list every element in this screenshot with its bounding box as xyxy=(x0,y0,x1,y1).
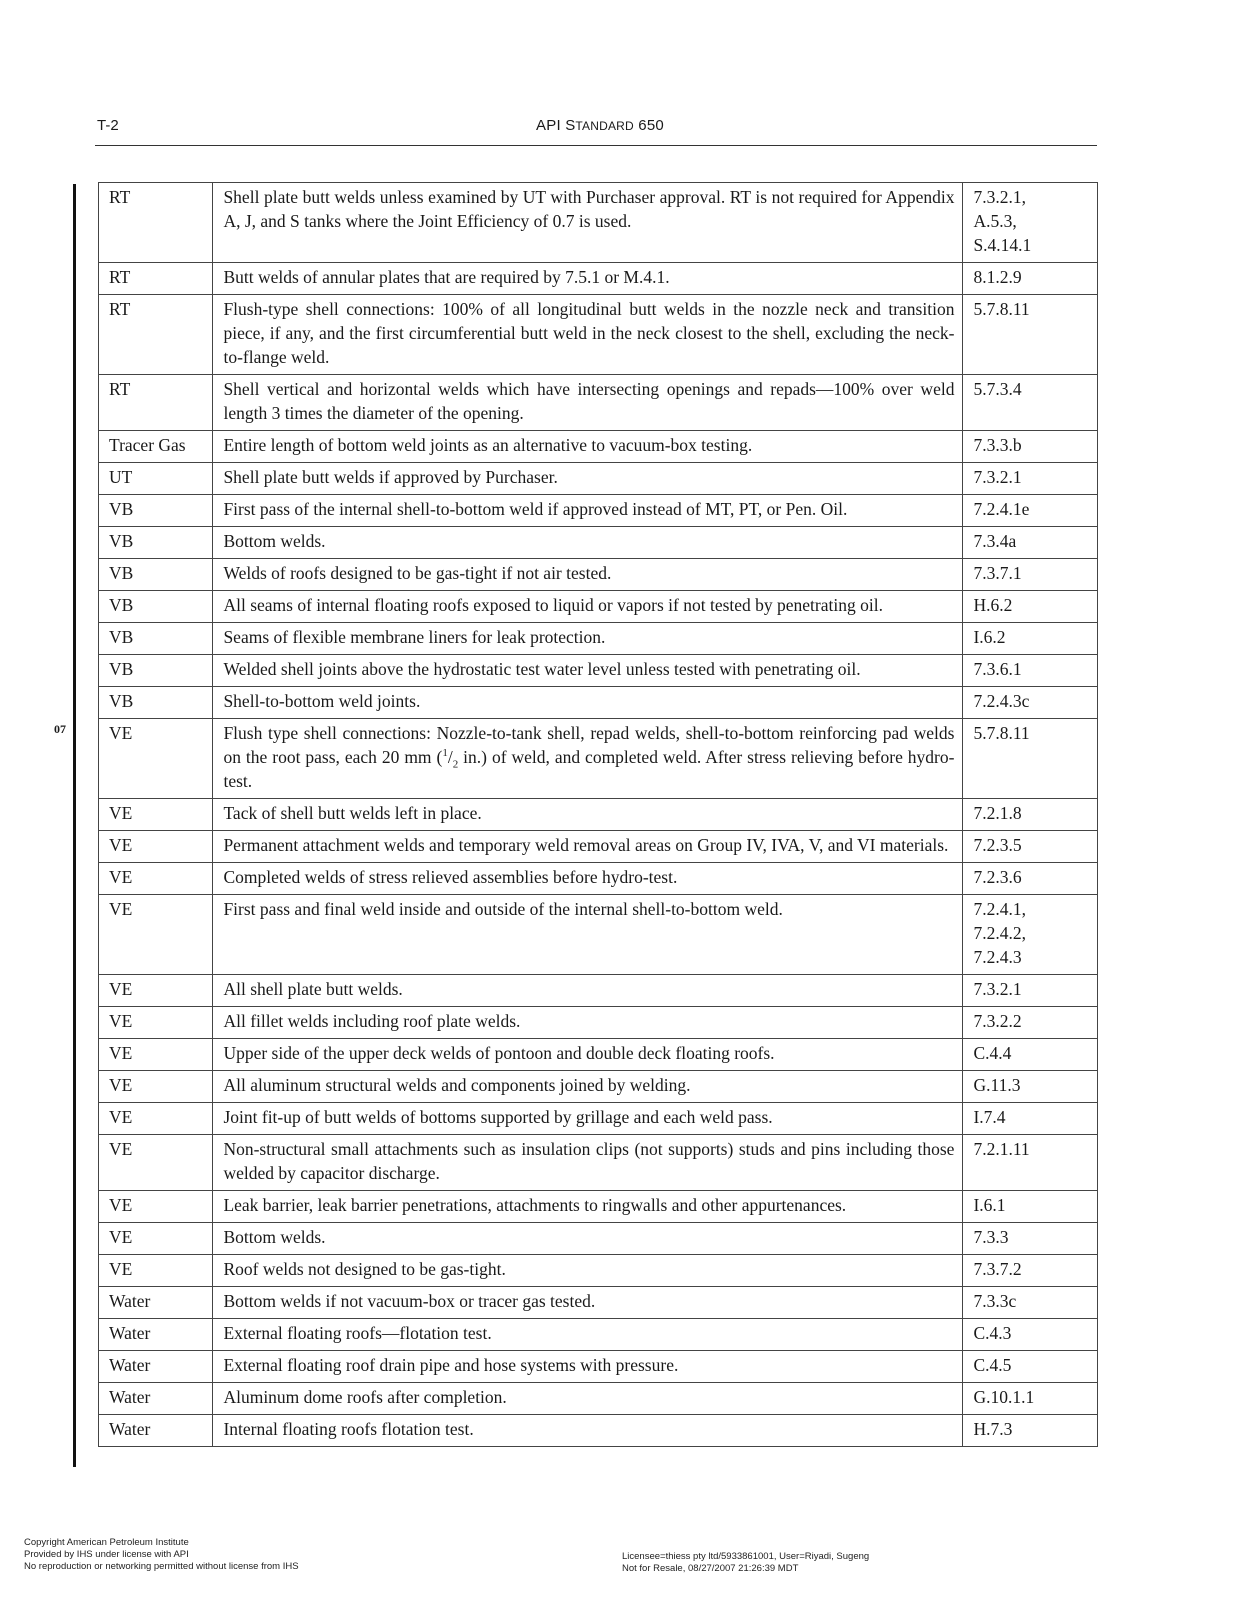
table-row xyxy=(99,799,1098,831)
table-row xyxy=(99,1255,1098,1287)
table-row xyxy=(99,495,1098,527)
table-row xyxy=(99,1383,1098,1415)
reference-cell: 7.2.3.5 xyxy=(963,831,1098,863)
description-cell: External floating roof drain pipe and hose systems with pressure. xyxy=(213,1351,963,1383)
method-cell: UT xyxy=(99,463,213,495)
reference-cell: 7.2.4.1e xyxy=(963,495,1098,527)
table-row xyxy=(99,623,1098,655)
table-row xyxy=(99,895,1098,975)
reference-cell: H.6.2 xyxy=(963,591,1098,623)
description-cell: Upper side of the upper deck welds of pontoon and double deck floating roofs. xyxy=(213,1039,963,1071)
table-row xyxy=(99,375,1098,431)
description-cell: Entire length of bottom weld joints as an alternative to vacuum-box testing. xyxy=(213,431,963,463)
description-cell: Completed welds of stress relieved assemblies before hydro-test. xyxy=(213,863,963,895)
description-cell: Bottom welds. xyxy=(213,1223,963,1255)
table-row xyxy=(99,1039,1098,1071)
running-header xyxy=(0,117,1200,134)
reference-cell: 7.3.3 xyxy=(963,1223,1098,1255)
table-row xyxy=(99,1103,1098,1135)
reference-line: 7.2.4.2, xyxy=(973,923,1026,943)
header-standard-smallcaps: TANDARD xyxy=(575,119,634,133)
reference-cell: 5.7.8.11 xyxy=(963,295,1098,375)
header-standard-prefix: API S xyxy=(536,117,576,134)
inspection-table xyxy=(98,182,1098,1447)
method-cell: VB xyxy=(99,591,213,623)
method-cell: VE xyxy=(99,831,213,863)
table-row xyxy=(99,591,1098,623)
table-row xyxy=(99,1287,1098,1319)
table-row xyxy=(99,1415,1098,1447)
method-cell: VB xyxy=(99,655,213,687)
method-cell: VE xyxy=(99,1071,213,1103)
description-cell: Seams of flexible membrane liners for leak protection. xyxy=(213,623,963,655)
table-row xyxy=(99,1351,1098,1383)
table-row xyxy=(99,863,1098,895)
description-cell: Bottom welds if not vacuum-box or tracer gas tested. xyxy=(213,1287,963,1319)
footer-line: Provided by IHS under license with API xyxy=(24,1549,189,1560)
footer-line: Licensee=thiess pty ltd/5933861001, User=Riyadi, Sugeng xyxy=(622,1551,870,1562)
description-cell: Leak barrier, leak barrier penetrations, attachments to ringwalls and other appurtenances. xyxy=(213,1191,963,1223)
reference-cell: G.11.3 xyxy=(963,1071,1098,1103)
reference-cell: 5.7.8.11 xyxy=(963,719,1098,799)
method-cell: VE xyxy=(99,863,213,895)
table-row xyxy=(99,463,1098,495)
method-cell: VE xyxy=(99,975,213,1007)
description-cell: Flush-type shell connections: 100% of all longitudinal butt welds in the nozzle neck and transition piece, if any, and the first circumferential butt weld in the neck closest to the shell, excluding the neck-to-flange weld. xyxy=(213,295,963,375)
reference-cell: 7.3.2.2 xyxy=(963,1007,1098,1039)
table-row xyxy=(99,687,1098,719)
reference-cell: 7.3.6.1 xyxy=(963,655,1098,687)
method-cell: RT xyxy=(99,375,213,431)
description-cell: All shell plate butt welds. xyxy=(213,975,963,1007)
description-cell: Tack of shell butt welds left in place. xyxy=(213,799,963,831)
reference-line: S.4.14.1 xyxy=(973,235,1032,255)
method-cell: VE xyxy=(99,1135,213,1191)
method-cell: VE xyxy=(99,1103,213,1135)
reference-cell: H.7.3 xyxy=(963,1415,1098,1447)
description-cell: First pass of the internal shell-to-bottom weld if approved instead of MT, PT, or Pen. Oil. xyxy=(213,495,963,527)
description-cell: All aluminum structural welds and components joined by welding. xyxy=(213,1071,963,1103)
method-cell: VB xyxy=(99,687,213,719)
description-cell: All seams of internal floating roofs exposed to liquid or vapors if not tested by penetrating oil. xyxy=(213,591,963,623)
description-cell: Shell plate butt welds if approved by Purchaser. xyxy=(213,463,963,495)
reference-cell: 7.2.1.11 xyxy=(963,1135,1098,1191)
table-row xyxy=(99,527,1098,559)
reference-cell: I.7.4 xyxy=(963,1103,1098,1135)
reference-cell: 8.1.2.9 xyxy=(963,263,1098,295)
table-row xyxy=(99,431,1098,463)
table-row xyxy=(99,1071,1098,1103)
description-cell: Shell plate butt welds unless examined by UT with Purchaser approval. RT is not required for Appendix A, J, and S tanks where the Joint Efficiency of 0.7 is used. xyxy=(213,183,963,263)
description-cell: Shell vertical and horizontal welds which have intersecting openings and repads—100% over weld length 3 times the diameter of the opening. xyxy=(213,375,963,431)
reference-cell: C.4.3 xyxy=(963,1319,1098,1351)
reference-cell: 7.3.7.1 xyxy=(963,559,1098,591)
method-cell: RT xyxy=(99,263,213,295)
method-cell: VE xyxy=(99,719,213,799)
change-marker: 07 xyxy=(54,722,66,736)
description-cell: First pass and final weld inside and outside of the internal shell-to-bottom weld. xyxy=(213,895,963,975)
footer-line: Not for Resale, 08/27/2007 21:26:39 MDT xyxy=(622,1563,799,1574)
table-row xyxy=(99,183,1098,263)
table-row xyxy=(99,1223,1098,1255)
method-cell: VE xyxy=(99,1255,213,1287)
table-row xyxy=(99,1007,1098,1039)
description-cell: Joint fit-up of butt welds of bottoms supported by grillage and each weld pass. xyxy=(213,1103,963,1135)
reference-cell xyxy=(963,895,1098,975)
table-row xyxy=(99,719,1098,799)
reference-cell: 7.3.3c xyxy=(963,1287,1098,1319)
reference-cell: 7.3.3.b xyxy=(963,431,1098,463)
header-rule xyxy=(95,145,1097,146)
reference-cell: C.4.4 xyxy=(963,1039,1098,1071)
method-cell: VE xyxy=(99,1007,213,1039)
table-row xyxy=(99,1191,1098,1223)
reference-cell: 7.2.3.6 xyxy=(963,863,1098,895)
reference-cell: 7.3.2.1 xyxy=(963,463,1098,495)
reference-cell xyxy=(963,183,1098,263)
page-number: T-2 xyxy=(97,117,119,134)
footer-copyright xyxy=(24,1537,299,1573)
reference-cell: 5.7.3.4 xyxy=(963,375,1098,431)
description-cell: Butt welds of annular plates that are required by 7.5.1 or M.4.1. xyxy=(213,263,963,295)
method-cell: VB xyxy=(99,623,213,655)
method-cell: VB xyxy=(99,559,213,591)
description-cell: External floating roofs—flotation test. xyxy=(213,1319,963,1351)
method-cell: Water xyxy=(99,1415,213,1447)
reference-cell: 7.3.2.1 xyxy=(963,975,1098,1007)
method-cell: VB xyxy=(99,495,213,527)
footer-line: Copyright American Petroleum Institute xyxy=(24,1537,189,1548)
reference-cell: 7.3.4a xyxy=(963,527,1098,559)
change-bar xyxy=(73,184,76,1467)
table-row xyxy=(99,295,1098,375)
method-cell: Tracer Gas xyxy=(99,431,213,463)
method-cell: Water xyxy=(99,1351,213,1383)
header-standard-number: 650 xyxy=(638,117,664,134)
description-cell: Internal floating roofs flotation test. xyxy=(213,1415,963,1447)
method-cell: VE xyxy=(99,1223,213,1255)
reference-cell: 7.2.4.3c xyxy=(963,687,1098,719)
method-cell: Water xyxy=(99,1383,213,1415)
table-row xyxy=(99,975,1098,1007)
description-cell: Welded shell joints above the hydrostatic test water level unless tested with penetrating oil. xyxy=(213,655,963,687)
description-cell: Roof welds not designed to be gas-tight. xyxy=(213,1255,963,1287)
description-text: Flush type shell connections: Nozzle-to-tank shell, repad welds, shell-to-bottom reinforcing pad welds on the root pass, each 20 mm ( xyxy=(223,723,955,767)
table-row xyxy=(99,263,1098,295)
description-cell: Bottom welds. xyxy=(213,527,963,559)
table-row xyxy=(99,831,1098,863)
description-cell: Shell-to-bottom weld joints. xyxy=(213,687,963,719)
reference-cell: 7.2.1.8 xyxy=(963,799,1098,831)
method-cell: Water xyxy=(99,1287,213,1319)
table-row xyxy=(99,559,1098,591)
method-cell: VE xyxy=(99,1191,213,1223)
method-cell: VE xyxy=(99,799,213,831)
method-cell: Water xyxy=(99,1319,213,1351)
reference-cell: C.4.5 xyxy=(963,1351,1098,1383)
inspection-table-body xyxy=(99,183,1098,1447)
method-cell: RT xyxy=(99,295,213,375)
description-cell: Welds of roofs designed to be gas-tight if not air tested. xyxy=(213,559,963,591)
description-cell: Aluminum dome roofs after completion. xyxy=(213,1383,963,1415)
reference-line: 7.3.2.1, xyxy=(973,187,1026,207)
method-cell: VE xyxy=(99,1039,213,1071)
table-row xyxy=(99,655,1098,687)
method-cell: RT xyxy=(99,183,213,263)
fraction-denominator: 2 xyxy=(452,758,459,771)
reference-cell: G.10.1.1 xyxy=(963,1383,1098,1415)
description-cell: Flush type shell connections: Nozzle-to-tank shell, repad welds, shell-to-bottom reinforcing pad welds on the root pass, each 20 mm ($^1/_2$ in.) of weld, and completed weld. After stress relieving before hydro-test. xyxy=(213,719,963,799)
reference-cell: 7.3.7.2 xyxy=(963,1255,1098,1287)
reference-line: 7.2.4.3 xyxy=(973,947,1022,967)
footer-line: No reproduction or networking permitted without license from IHS xyxy=(24,1561,299,1572)
reference-cell: I.6.2 xyxy=(963,623,1098,655)
description-cell: Permanent attachment welds and temporary weld removal areas on Group IV, IVA, V, and VI materials. xyxy=(213,831,963,863)
method-cell: VE xyxy=(99,895,213,975)
fraction-numerator: 1 xyxy=(442,747,448,760)
table-row xyxy=(99,1135,1098,1191)
description-text: in.) of weld, and completed weld. After stress relieving before hydro-test. xyxy=(223,747,955,791)
footer-license xyxy=(622,1551,869,1575)
method-cell: VB xyxy=(99,527,213,559)
reference-cell: I.6.1 xyxy=(963,1191,1098,1223)
table-row xyxy=(99,1319,1098,1351)
reference-line: 7.2.4.1, xyxy=(973,899,1026,919)
description-cell: Non-structural small attachments such as insulation clips (not supports) studs and pins including those welded by capacitor discharge. xyxy=(213,1135,963,1191)
description-cell: All fillet welds including roof plate welds. xyxy=(213,1007,963,1039)
reference-line: A.5.3, xyxy=(973,211,1017,231)
